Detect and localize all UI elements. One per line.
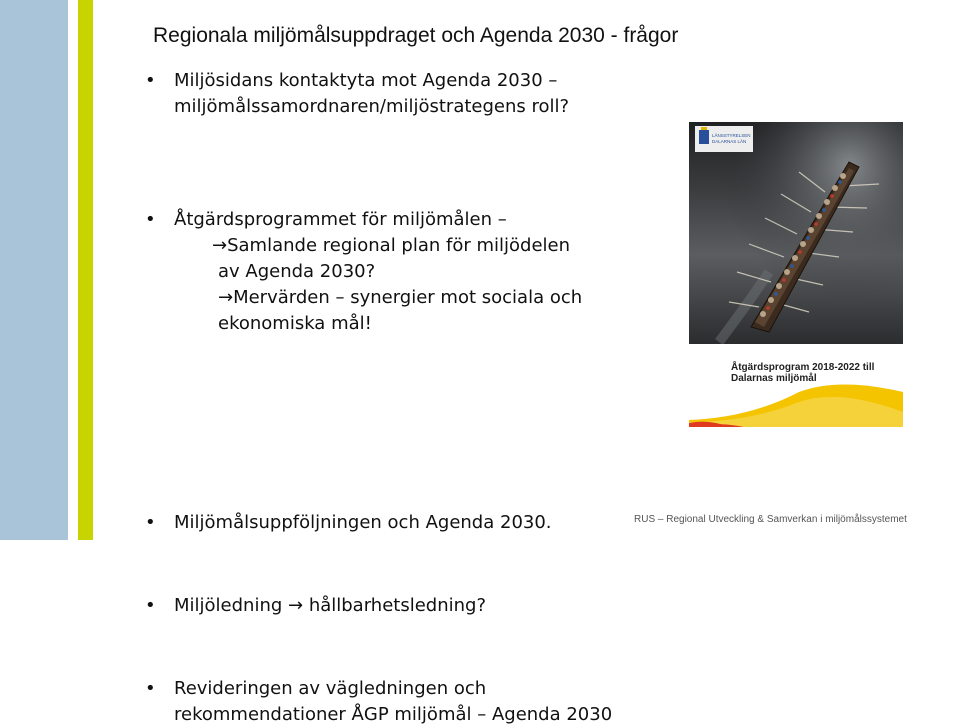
bullet-icon: • [145, 209, 156, 230]
cover-title [731, 362, 874, 384]
bullet-icon: • [145, 70, 156, 91]
svg-text:LÄNSSTYRELSEN: LÄNSSTYRELSEN [712, 133, 751, 138]
bullet-list [145, 68, 665, 725]
cover-title-line1: Åtgärdsprogram 2018-2022 till [731, 362, 875, 373]
cover-title-line2: Dalarnas miljömål [731, 373, 817, 384]
bullet-item [145, 593, 665, 619]
bullet-text: Miljömålsuppföljningen och Agenda 2030. [174, 512, 552, 533]
bullet-subtext: av Agenda 2030? [218, 261, 376, 282]
sidebar-blue-bar [0, 0, 68, 540]
bullet-text: Miljöledning → hållbarhetsledning? [174, 595, 487, 616]
bullet-icon: • [145, 595, 156, 616]
rowing-boat-photo [689, 122, 903, 344]
bullet-subtext: →Mervärden – synergier mot sociala och [218, 287, 583, 308]
slide-title: Regionala miljömålsuppdraget och Agenda 2030 - frågor [153, 24, 679, 47]
footer-text: RUS – Regional Utveckling & Samverkan i miljömålssystemet [634, 514, 907, 525]
bullet-text: miljömålssamordnaren/miljöstrategens roll? [174, 96, 570, 117]
bullet-item [145, 68, 665, 120]
report-cover-image [689, 122, 903, 427]
boat-illustration [689, 122, 903, 344]
bullet-text: Åtgärdsprogrammet för miljömålen – [174, 209, 507, 230]
bullet-text: Miljösidans kontaktyta mot Agenda 2030 – [174, 70, 558, 91]
bullet-item [145, 510, 665, 536]
bullet-icon: • [145, 512, 156, 533]
bullet-text: Revideringen av vägledningen och [174, 678, 487, 699]
bullet-icon: • [145, 678, 156, 699]
bullet-subtext: →Samlande regional plan för miljödelen [212, 235, 571, 256]
sidebar-green-bar [78, 0, 93, 540]
svg-text:DALARNAS LÄN: DALARNAS LÄN [712, 139, 747, 144]
bullet-item [145, 676, 665, 728]
bullet-item [145, 207, 665, 337]
bullet-subtext: ekonomiska mål! [218, 313, 372, 334]
sidebar-gap [68, 0, 78, 540]
bullet-text: rekommendationer ÅGP miljömål – Agenda 2030 [174, 704, 613, 725]
